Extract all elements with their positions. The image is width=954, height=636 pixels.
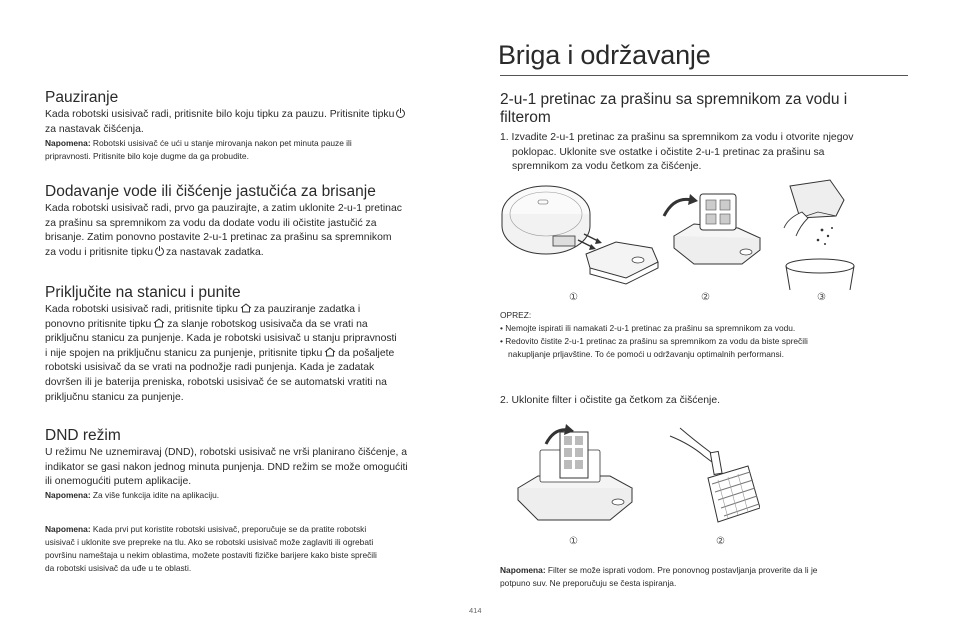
- water-text: Kada robotski usisivač radi, prvo ga pauzirajte, a zatim uklonite 2-u-1 pretinac za prašinu sa spremnikom za vodu da dodate vodu ili očistite jastučić za brisanje. Zatim ponovno postavite 2-u-1 pretinac za prašinu sa spremnikom za vodu i pritisnite tipku za nastavak zadatka.: [45, 203, 402, 258]
- title-divider: [500, 75, 908, 76]
- home-icon: [324, 347, 336, 357]
- pause-text: Kada robotski usisivač radi, pritisnite bilo koju tipku za pauzu. Pritisnite tipku za nastavak čišćenja.: [45, 108, 465, 137]
- home-icon: [240, 303, 252, 313]
- heading-pause: Pauziranje: [45, 89, 119, 106]
- page-title: Briga i održavanje: [498, 40, 711, 70]
- robot-vacuum-illustration: [502, 186, 590, 254]
- general-note: Napomena: Kada prvi put koristite robotski usisivač, preporučuje se da pratite robotski usisivač i uklonite sve prepreke na tlu. Ako se robotski usisivač može zaglaviti ili ogrebati površinu nameštaja u nekim oblastima, možete postaviti fizičke barijere kako biste sprečili da robotski usisivač da uđe u te oblasti.: [45, 524, 377, 573]
- fig2-illustration: [510, 422, 760, 534]
- home-icon: [153, 318, 165, 328]
- filter-note: Napomena: Filter se može isprati vodom. Pre ponovnog postavljanja proverite da li je potpuno suv. Ne preporučuju se česta ispiranja.: [500, 565, 818, 588]
- fig1-label-2: ②: [701, 292, 710, 303]
- page-number: 414: [469, 606, 482, 615]
- heading-dock: Priključite na stanicu i punite: [45, 284, 241, 301]
- dnd-note: Napomena: Za više funkcija idite na aplikaciju.: [45, 490, 220, 500]
- open-bin-illustration: [664, 194, 760, 264]
- heading-dnd: DND režim: [45, 427, 121, 444]
- fig2-label-2: ②: [716, 536, 725, 547]
- pause-note: Napomena: Robotski usisivač će ući u stanje mirovanja nakon pet minuta pauze ili pripravnosti. Pritisnite bilo koje dugme da ga probudite.: [45, 138, 352, 161]
- heading-water: Dodavanje vode ili čišćenje jastučića za brisanje: [45, 183, 376, 200]
- dnd-text: U režimu Ne uznemiravaj (DND), robotski usisivač ne vrši planirano čišćenje, a indikator se gasi nakon jednog minuta punjenja. DND režim se može omogućiti ili onemogućiti putem aplikacije.: [45, 447, 408, 488]
- fig2-label-1: ①: [569, 536, 578, 547]
- filter-brush-illustration: [670, 428, 760, 522]
- caution-block: OPREZ: • Nemojte ispirati ili namakati 2-u-1 pretinac za prašinu sa spremnikom za vodu. • Redovito čistite 2-u-1 pretinac za prašinu sa spremnikom za vodu da biste sprečili nakupljanje prljavštine. To će pomoći u održavanju optimalnih performansi.: [500, 310, 808, 359]
- fig1-illustration: [498, 178, 888, 290]
- dock-text: Kada robotski usisivač radi, pritisnite tipku za pauziranje zadatka i ponovno pritisnite tipku za slanje robotskog usisivača da se vrati na priključnu stanicu za punjenje. Kada je robotski usisivač u stanju pripravnosti i nije spojen na priključnu stanicu za punjenje, pritisnite tipku da pošaljete robotski usisivač da se vrati na podnožje radi punjenja. Kada je zadatak dovršen ili je baterija preniska, robotski usisivač će se automatski vratiti na priključnu stanicu za punjenje.: [45, 304, 397, 403]
- fig1-label-1: ①: [569, 292, 578, 303]
- power-icon: [155, 247, 164, 256]
- bin-filter-removal-illustration: [518, 424, 632, 520]
- step1-text: 1. Izvadite 2-u-1 pretinac za prašinu sa spremnikom za vodu i otvorite njegov poklopac. Uklonite sve ostatke i očistite 2-u-1 pretinac za prašinu sa spremnikom za vodu četkom za čišćenje.: [500, 132, 854, 173]
- fig1-label-3: ③: [817, 292, 826, 303]
- section-heading: 2-u-1 pretinac za prašinu sa spremnikom za vodu i filterom: [500, 91, 848, 126]
- power-icon: [396, 109, 405, 118]
- dust-bin-illustration: [586, 242, 658, 284]
- emptying-bin-illustration: [784, 180, 854, 290]
- step2-text: 2. Uklonite filter i očistite ga četkom za čišćenje.: [500, 395, 721, 406]
